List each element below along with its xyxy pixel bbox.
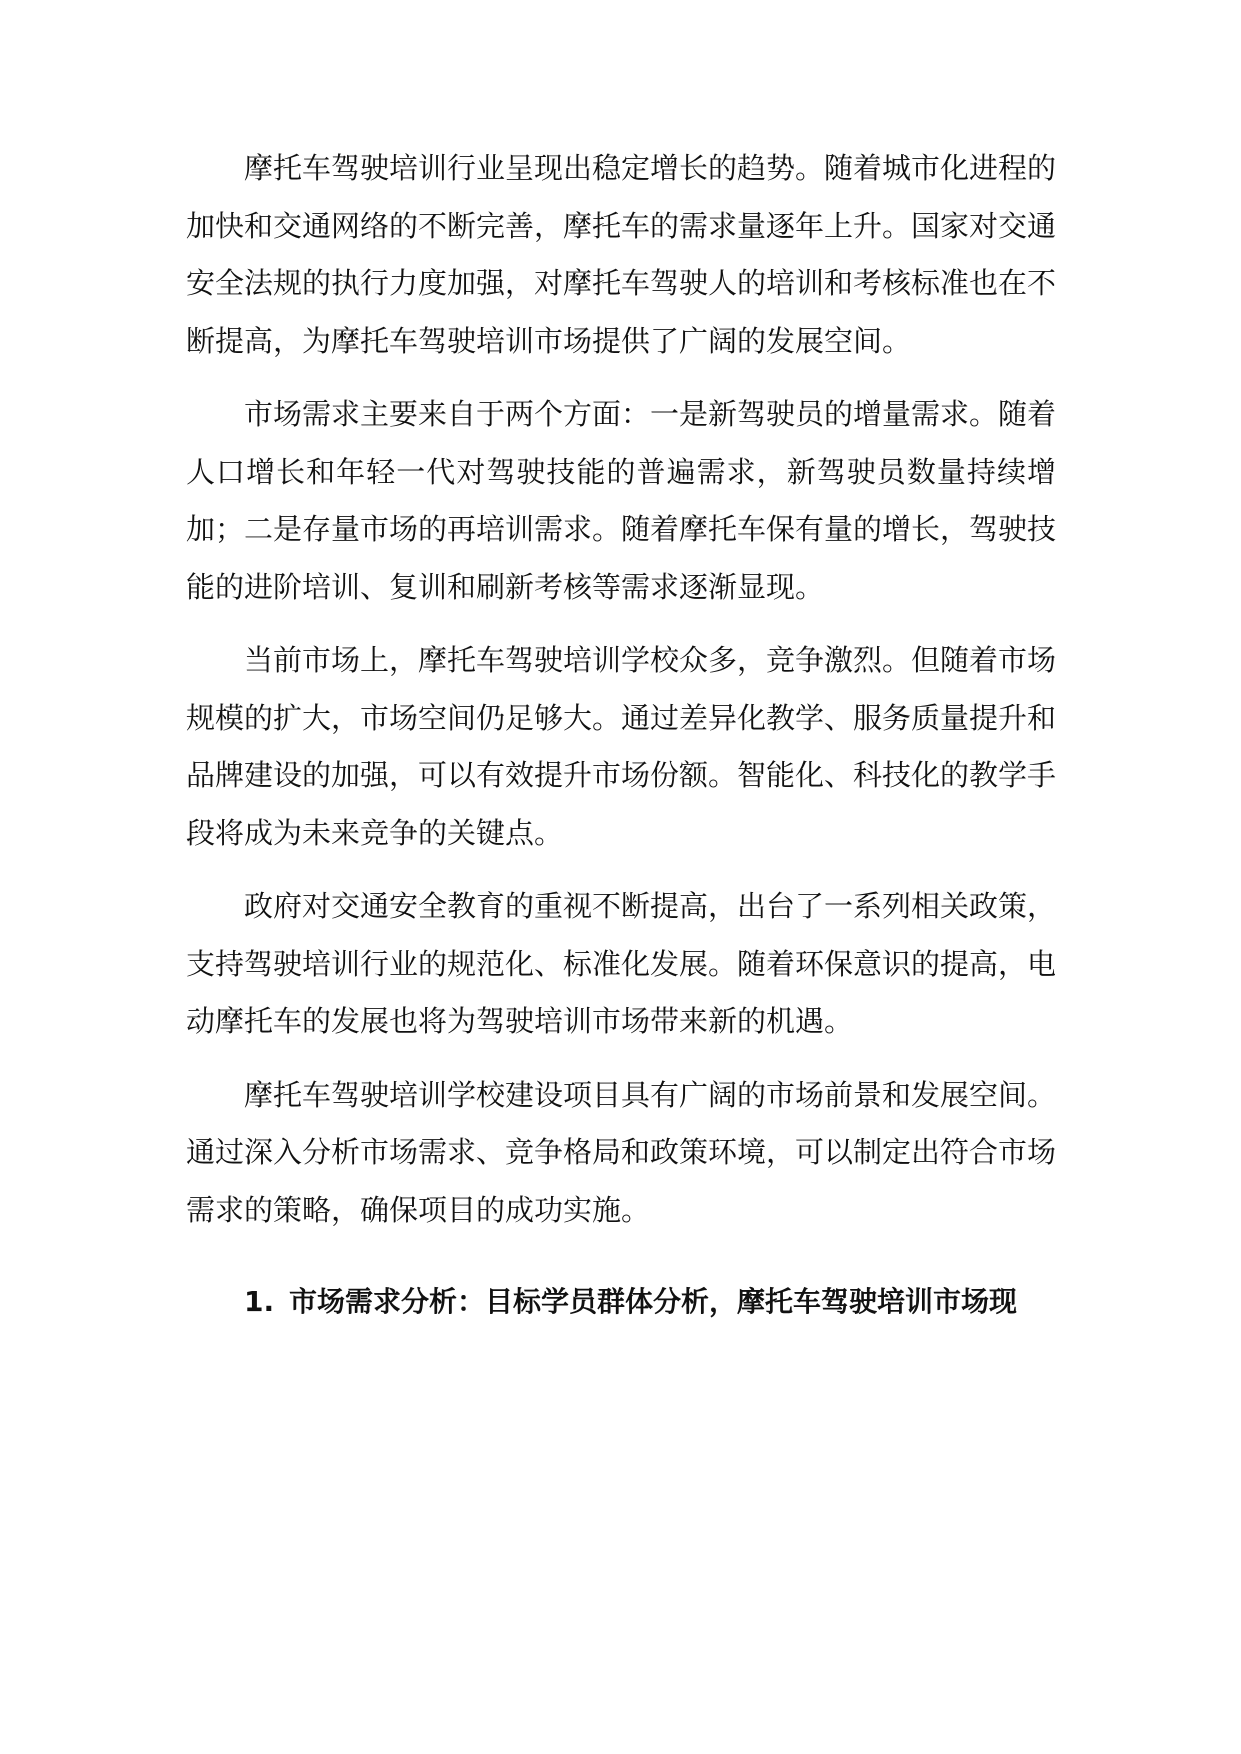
paragraph-market-demand: 市场需求主要来自于两个方面：一是新驾驶员的增量需求。随着人口增长和年轻一代对驾驶技能的普遍需求，新驾驶员数量持续增加；二是存量市场的再培训需求。随着摩托车保有量的增长，驾驶技能的进阶培训、复训和刷新考核等需求逐渐显现。 [186, 397, 1057, 604]
section-heading-number: 1. [244, 1285, 275, 1318]
section-heading-text: 市场需求分析：目标学员群体分析，摩托车驾驶培训市场现 [289, 1285, 1018, 1318]
document-body [186, 140, 1056, 1331]
paragraph-policy: 政府对交通安全教育的重视不断提高，出台了一系列相关政策，支持驾驶培训行业的规范化、标准化发展。随着环保意识的提高，电动摩托车的发展也将为驾驶培训市场带来新的机遇。 [186, 889, 1057, 1038]
paragraph-industry-trend: 摩托车驾驶培训行业呈现出稳定增长的趋势。随着城市化进程的加快和交通网络的不断完善，摩托车的需求量逐年上升。国家对交通安全法规的执行力度加强，对摩托车驾驶人的培训和考核标准也在不断提高，为摩托车驾驶培训市场提供了广阔的发展空间。 [186, 151, 1057, 358]
paragraph-conclusion: 摩托车驾驶培训学校建设项目具有广阔的市场前景和发展空间。通过深入分析市场需求、竞争格局和政策环境，可以制定出符合市场需求的策略，确保项目的成功实施。 [186, 1077, 1057, 1227]
paragraph-competition: 当前市场上，摩托车驾驶培训学校众多，竞争激烈。但随着市场规模的扩大，市场空间仍足够大。通过差异化教学、服务质量提升和品牌建设的加强，可以有效提升市场份额。智能化、科技化的教学手段将成为未来竞争的关键点。 [186, 643, 1057, 850]
section-heading [186, 1273, 1056, 1331]
